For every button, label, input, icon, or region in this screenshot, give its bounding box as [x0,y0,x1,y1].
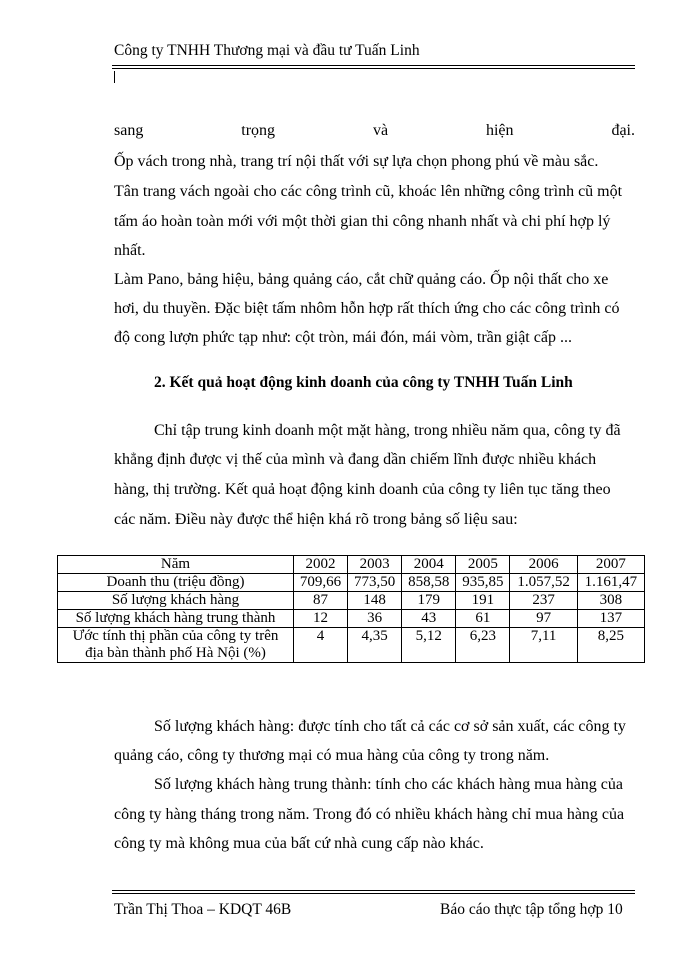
body-line: nhất. [114,242,146,259]
word: hiện [485,122,514,139]
table-cell: 2004 [402,556,456,574]
body-line: Ốp vách trong nhà, trang trí nội thất với sự lựa chọn phong phú về màu sắc. [114,153,599,170]
table-cell: 179 [402,592,456,610]
section-heading: 2. Kết quả hoạt động kinh doanh của công ty TNHH Tuấn Linh [154,374,573,391]
table-cell: 5,12 [402,628,456,663]
table-cell: 61 [456,610,510,628]
body-line: tấm áo hoàn toàn mới với một thời gian thi công nhanh nhất và chi phí hợp lý [114,213,611,230]
footer-author: Trần Thị Thoa – KDQT 46B [114,901,292,918]
table-cell: 87 [294,592,348,610]
table-cell: 7,11 [510,628,577,663]
body-line: các năm. Điều này được thể hiện khá rõ trong bảng số liệu sau: [114,511,518,528]
body-line: hơi, du thuyền. Đặc biệt tấm nhôm hỗn hợp rất thích ứng cho các công trình có [114,300,620,317]
table-row [58,574,645,592]
page-header: Công ty TNHH Thương mại và đầu tư Tuấn Linh [114,42,420,59]
table-row [58,610,645,628]
table-cell: 2002 [294,556,348,574]
table-cell: 2006 [510,556,577,574]
table-cell: 12 [294,610,348,628]
table-row [58,628,645,663]
table-cell [58,628,294,663]
body-line: Tân trang vách ngoài cho các công trình cũ, khoác lên những công trình cũ một [114,183,623,200]
table-cell: Số lượng khách hàng [58,592,294,610]
header-rule [112,65,635,69]
table-cell: 97 [510,610,577,628]
cell-line: địa bàn thành phố Hà Nội (%) [85,645,266,661]
body-line: công ty hàng tháng trong năm. Trong đó có nhiều khách hàng chỉ mua hàng của [114,806,625,823]
table-cell: 1.057,52 [510,574,577,592]
cell-line: Ước tính thị phần của công ty trên [72,628,279,644]
table-cell: 191 [456,592,510,610]
table-cell: 308 [577,592,644,610]
table-cell: 237 [510,592,577,610]
table-cell: 935,85 [456,574,510,592]
table-header-row [58,556,645,574]
table-cell: 2007 [577,556,644,574]
table-cell: 4,35 [348,628,402,663]
body-line: Làm Pano, bảng hiệu, bảng quảng cáo, cắt chữ quảng cáo. Ốp nội thất cho xe [114,271,609,288]
table-cell: 137 [577,610,644,628]
word: trọng [241,122,276,139]
table-cell: 2003 [348,556,402,574]
table-cell: Doanh thu (triệu đồng) [58,574,294,592]
body-line: độ cong lượn phức tạp như: cột tròn, mái đón, mái vòm, trần giật cấp ... [114,329,572,346]
table-cell: 1.161,47 [577,574,644,592]
results-table [57,555,645,663]
text-cursor [114,71,115,83]
body-line: Chỉ tập trung kinh doanh một mặt hàng, trong nhiều năm qua, công ty đã [154,422,621,439]
footer-rule [112,890,635,894]
table-cell: 36 [348,610,402,628]
word: và [372,122,389,139]
table-cell: 773,50 [348,574,402,592]
table-cell: 858,58 [402,574,456,592]
table-cell: 8,25 [577,628,644,663]
table-cell: 148 [348,592,402,610]
table-cell: 2005 [456,556,510,574]
table-cell: Số lượng khách hàng trung thành [58,610,294,628]
table-cell: 4 [294,628,348,663]
table-cell: 6,23 [456,628,510,663]
table-cell: Năm [58,556,294,574]
body-line: công ty mà không mua của bất cứ nhà cung cấp nào khác. [114,835,484,852]
word: đại. [611,122,635,139]
body-line: quảng cáo, công ty thương mại có mua hàng của công ty trong năm. [114,747,550,764]
body-line: Số lượng khách hàng trung thành: tính cho các khách hàng mua hàng của [154,776,623,793]
table-cell: 709,66 [294,574,348,592]
word: sang [114,122,144,139]
intro-line-0 [114,121,635,141]
body-line: hàng, thị trường. Kết quả hoạt động kinh doanh của công ty liên tục tăng theo [114,481,611,498]
table-row [58,592,645,610]
body-line: Số lượng khách hàng: được tính cho tất cả các cơ sở sản xuất, các công ty [154,718,626,735]
body-line: khẳng định được vị thế của mình và đang dần chiếm lĩnh được nhiều khách [114,451,597,468]
table-cell: 43 [402,610,456,628]
footer-page-label: Báo cáo thực tập tổng hợp 10 [440,901,623,918]
